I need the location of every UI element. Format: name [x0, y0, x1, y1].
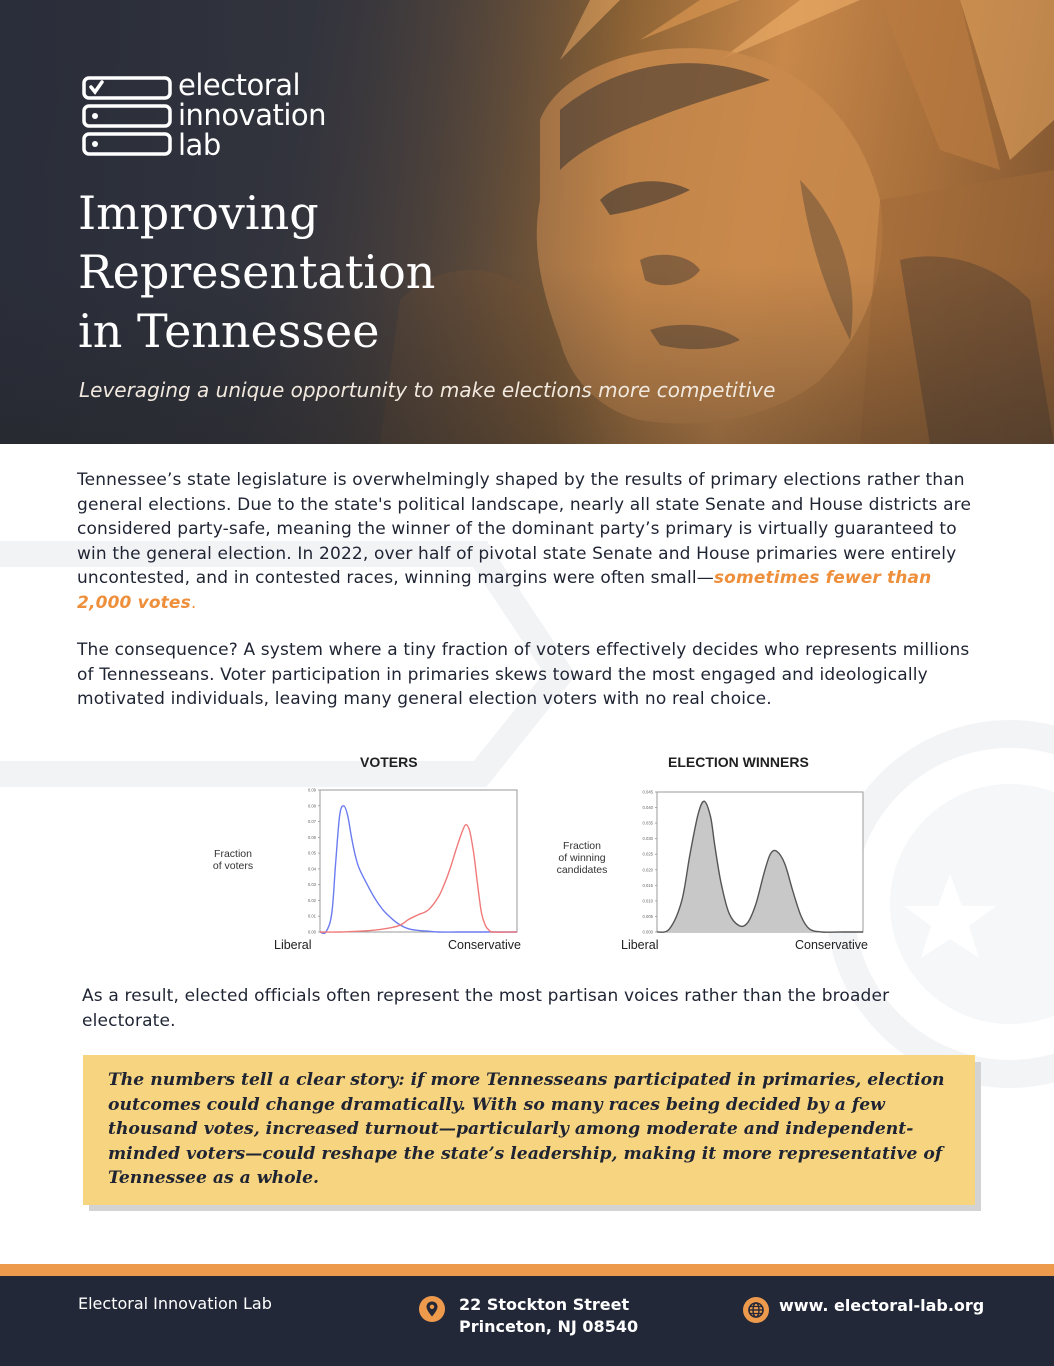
y-tick-label: 0.015	[642, 882, 653, 888]
y-tick-label: 0.040	[642, 805, 653, 811]
winners-x-label-conservative: Conservative	[795, 938, 868, 952]
page-subtitle: Leveraging a unique opportunity to make elections more competitive	[79, 378, 776, 402]
y-tick-label: 0.03	[307, 882, 316, 888]
winners-x-label-liberal: Liberal	[621, 938, 659, 952]
title-line-3: in Tennessee	[78, 304, 380, 358]
title-line-1: Improving	[78, 186, 319, 240]
hero-banner	[0, 0, 1054, 444]
location-pin-icon	[419, 1296, 445, 1322]
logo-line-1: electoral	[178, 68, 301, 102]
logo-wordmark	[178, 70, 326, 160]
voters-chart-title: VOTERS	[360, 754, 418, 770]
y-tick-label: 0.01	[307, 913, 316, 919]
globe-icon	[743, 1297, 769, 1323]
logo	[82, 70, 382, 160]
consequence-paragraph: The consequence? A system where a tiny fraction of voters effectively decides who represents millions of Tennesseans. Voter participation in primaries skews toward the most engaged and ideologically motivated individuals, leaving many general election voters with no real choice.	[77, 640, 970, 709]
result-paragraph: As a result, elected officials often represent the most partisan voices rather than the broader electorate.	[82, 986, 890, 1031]
winners-ylabel-line: of winning	[558, 852, 606, 864]
address-line-1: 22 Stockton Street	[459, 1295, 630, 1314]
y-tick-label: 0.010	[642, 898, 653, 904]
page-title	[78, 184, 598, 361]
plot-frame	[320, 790, 517, 932]
highlight-vote-margin: sometimes fewer than 2,000 votes	[77, 568, 932, 613]
voters-chart	[200, 752, 540, 962]
voters-y-axis-label	[206, 848, 260, 872]
voters-plot	[260, 782, 530, 942]
y-tick-label: 0.025	[642, 851, 653, 857]
intro-text: Tennessee’s state legislature is overwhelmingly shaped by the results of primary elections rather than general elections. Due to the state's political landscape, nearly all state Senate and House districts are considered party-safe, meaning the winner of the dominant party’s primary is virtually guaranteed to win the general election. In 2022, over half of pivotal state Senate and House primaries were entirely uncontested, and in contested races, winning margins were often small—	[77, 470, 972, 588]
callout-box	[83, 1055, 975, 1205]
y-tick-label: 0.08	[307, 803, 316, 809]
highlight-period: .	[190, 592, 197, 613]
intro-paragraph	[77, 468, 982, 615]
voters-x-label-liberal: Liberal	[274, 938, 312, 952]
y-tick-label: 0.000	[642, 929, 653, 935]
y-tick-label: 0.00	[307, 929, 316, 935]
footer-accent-stripe	[0, 1264, 1054, 1276]
footer	[0, 1276, 1054, 1366]
voters-ylabel-line: Fraction	[214, 848, 252, 860]
y-tick-label: 0.05	[307, 850, 316, 856]
y-tick-label: 0.035	[642, 820, 653, 826]
winners-plot	[600, 782, 875, 942]
voters-x-label-conservative: Conservative	[448, 938, 521, 952]
logo-line-2: innovation	[178, 98, 327, 132]
y-tick-label: 0.09	[307, 787, 316, 793]
y-tick-label: 0.030	[642, 836, 653, 842]
callout-text: The numbers tell a clear story: if more Tennesseans participated in primaries, election outcomes could change dramatically. With so many races being decided by a few thousand votes, increased turnout—particularly among moderate and independent-minded voters—could reshape the state’s leadership, making it more representative of Tennessee as a whole.	[108, 1070, 945, 1188]
footer-organization: Electoral Innovation Lab	[78, 1294, 272, 1313]
winners-ylabel-line: Fraction	[563, 840, 601, 852]
footer-website-link[interactable]: www. electoral-lab.org	[779, 1296, 985, 1315]
voters-ylabel-line: of voters	[212, 860, 254, 872]
y-tick-label: 0.020	[642, 867, 653, 873]
y-tick-label: 0.045	[642, 789, 653, 795]
logo-line-3: lab	[178, 128, 221, 162]
y-tick-label: 0.06	[307, 834, 316, 840]
winners-chart-title: ELECTION WINNERS	[668, 754, 809, 770]
y-tick-label: 0.02	[307, 897, 316, 903]
y-tick-label: 0.04	[307, 866, 316, 872]
y-tick-label: 0.07	[307, 819, 316, 825]
title-line-2: Representation	[78, 245, 436, 299]
y-tick-label: 0.005	[642, 913, 653, 919]
address-line-2: Princeton, NJ 08540	[459, 1317, 639, 1336]
footer-address	[459, 1294, 638, 1338]
ballot-box-icon	[82, 74, 172, 156]
winners-chart	[550, 752, 885, 962]
winners-ylabel-line: candidates	[556, 864, 608, 876]
